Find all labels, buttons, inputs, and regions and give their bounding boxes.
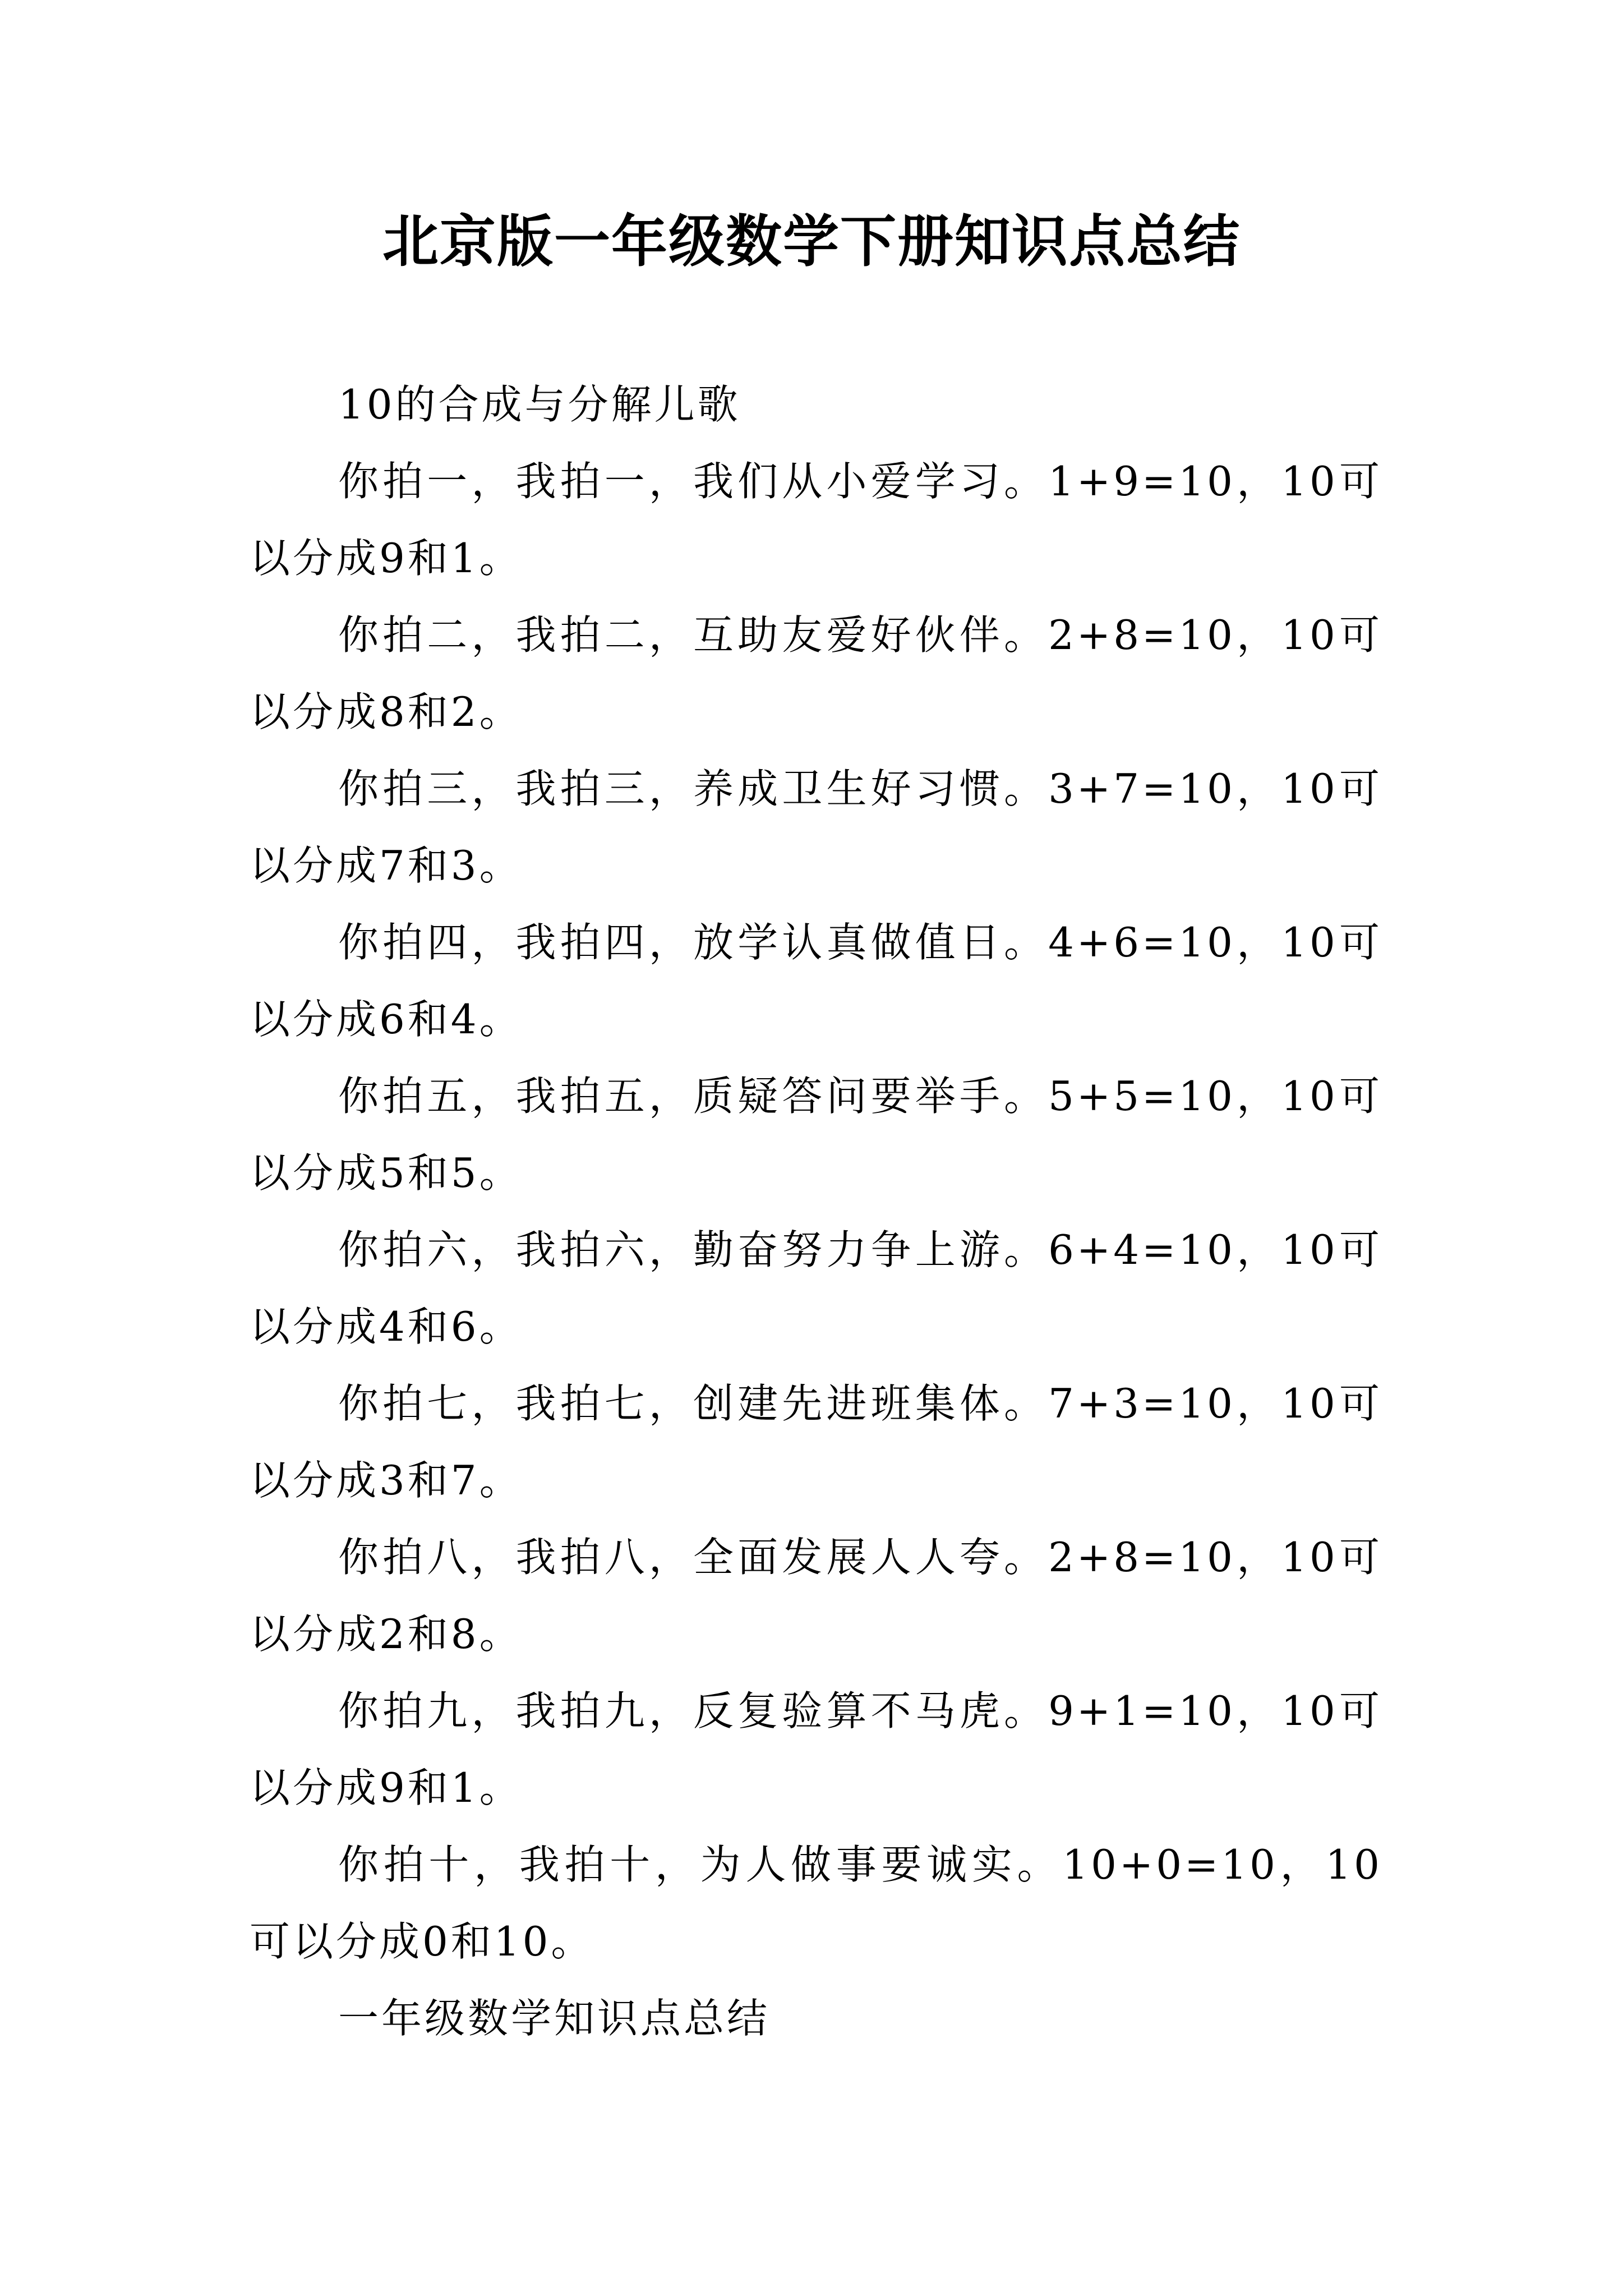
rhyme-verse-9: 你拍九，我拍九，反复验算不马虎。9+1=10，10可以分成9和1。: [250, 1687, 1382, 1811]
section-heading: 10的合成与分解儿歌: [338, 381, 741, 428]
section-heading-summary: 一年级数学知识点总结: [338, 1995, 771, 2042]
rhyme-verse-6: 你拍六，我拍六，勤奋努力争上游。6+4=10，10可以分成4和6。: [250, 1226, 1382, 1350]
rhyme-verse-5: 你拍五，我拍五，质疑答问要举手。5+5=10，10可以分成5和5。: [250, 1073, 1382, 1197]
document-body: [250, 366, 1382, 2057]
rhyme-verse-1: 你拍一，我拍一，我们从小爱学习。1+9=10，10可以分成9和1。: [250, 458, 1382, 582]
rhyme-verse-7: 你拍七，我拍七，创建先进班集体。7+3=10，10可以分成3和7。: [250, 1380, 1382, 1504]
rhyme-verse-4: 你拍四，我拍四，放学认真做值日。4+6=10，10可以分成6和4。: [250, 919, 1382, 1043]
rhyme-verse-8: 你拍八，我拍八，全面发展人人夸。2+8=10，10可以分成2和8。: [250, 1534, 1382, 1658]
rhyme-verse-10: 你拍十，我拍十，为人做事要诚实。10+0=10，10可以分成0和10。: [250, 1841, 1382, 1965]
rhyme-verse-2: 你拍二，我拍二，互助友爱好伙伴。2+8=10，10可以分成8和2。: [250, 611, 1382, 735]
document-title: 北京版一年级数学下册知识点总结: [382, 208, 1241, 274]
rhyme-verse-3: 你拍三，我拍三，养成卫生好习惯。3+7=10，10可以分成7和3。: [250, 765, 1382, 889]
